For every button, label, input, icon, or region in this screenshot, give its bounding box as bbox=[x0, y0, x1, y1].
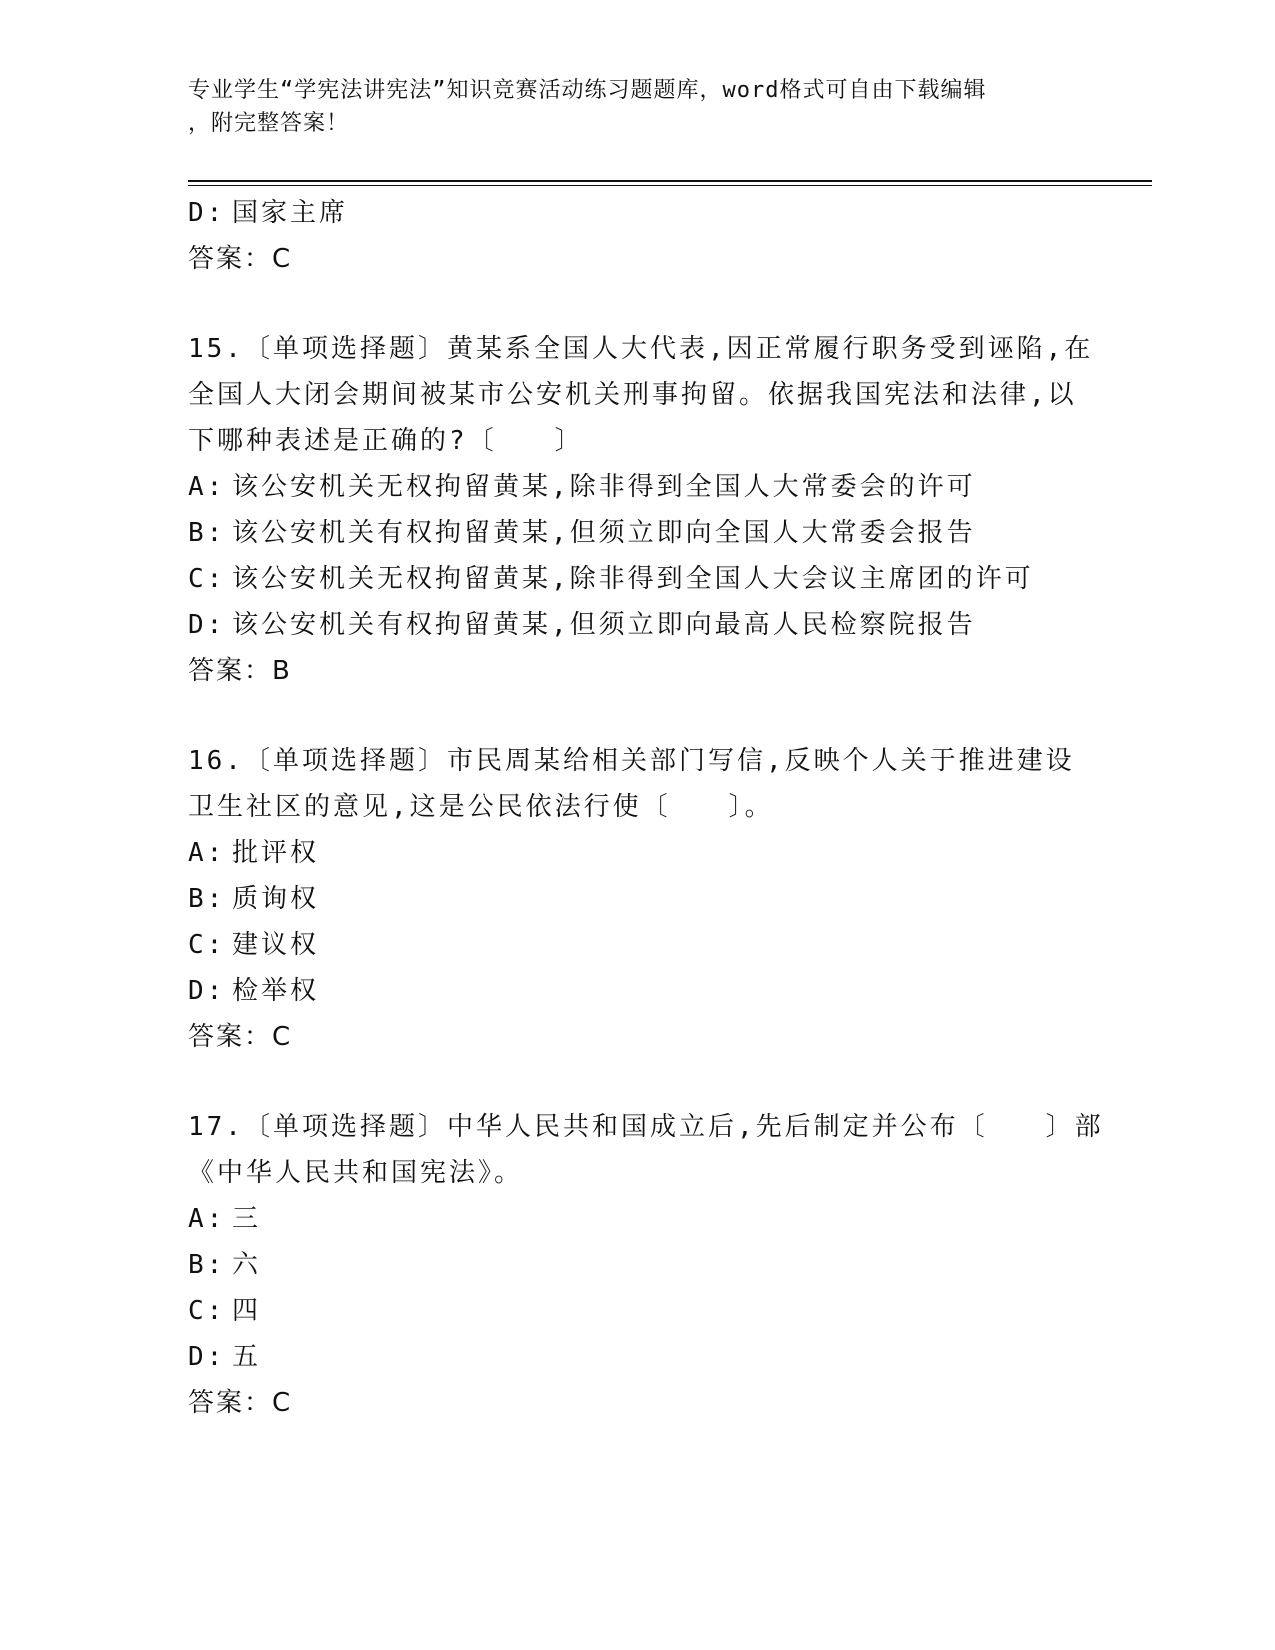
header-divider-thick bbox=[188, 180, 1152, 182]
option-c bbox=[188, 556, 1088, 602]
option-a bbox=[188, 830, 1088, 876]
question-content bbox=[188, 190, 1104, 1426]
option-d bbox=[188, 1334, 1088, 1380]
option-text: 该公安机关无权拘留黄某,除非得到全国人大会议主席团的许可 bbox=[232, 564, 1034, 594]
question-stem-line: 卫生社区的意见,这是公民依法行使〔 〕。 bbox=[188, 792, 774, 822]
option-label: D: bbox=[188, 610, 226, 640]
question-stem-line: 下哪种表述是正确的?〔 〕 bbox=[188, 426, 584, 456]
answer-line: 答案：C bbox=[188, 1022, 293, 1052]
page-header bbox=[188, 74, 1088, 140]
header-divider-thin bbox=[188, 185, 1152, 186]
option-c bbox=[188, 922, 1088, 968]
option-text: 该公安机关无权拘留黄某,除非得到全国人大常委会的许可 bbox=[232, 472, 976, 502]
question-stem-line: 17.〔单项选择题〕中华人民共和国成立后,先后制定并公布〔 〕部 bbox=[188, 1112, 1104, 1142]
answer-line: 答案：C bbox=[188, 244, 293, 274]
option-text: 五 bbox=[232, 1342, 262, 1372]
option-label: A: bbox=[188, 472, 226, 502]
answer-line: 答案：C bbox=[188, 1388, 293, 1418]
question-15 bbox=[188, 326, 1094, 694]
option-a bbox=[188, 464, 1088, 510]
option-label: C: bbox=[188, 1296, 226, 1326]
question-stem-line: 《中华人民共和国宪法》。 bbox=[188, 1158, 524, 1188]
option-label: D: bbox=[188, 198, 226, 228]
option-d bbox=[188, 190, 1088, 236]
option-text: 六 bbox=[232, 1250, 262, 1280]
option-label: B: bbox=[188, 884, 226, 914]
option-label: B: bbox=[188, 1250, 226, 1280]
option-a bbox=[188, 1196, 1088, 1242]
option-b bbox=[188, 510, 1088, 556]
option-label: C: bbox=[188, 930, 226, 960]
option-text: 四 bbox=[232, 1296, 262, 1326]
option-text: 该公安机关有权拘留黄某,但须立即向全国人大常委会报告 bbox=[232, 518, 976, 548]
option-text: 三 bbox=[232, 1204, 262, 1234]
question-stem-line: 15.〔单项选择题〕黄某系全国人大代表,因正常履行职务受到诬陷,在 bbox=[188, 334, 1094, 364]
option-label: A: bbox=[188, 838, 226, 868]
option-text: 国家主席 bbox=[232, 198, 349, 228]
option-label: D: bbox=[188, 1342, 226, 1372]
option-label: B: bbox=[188, 518, 226, 548]
option-label: A: bbox=[188, 1204, 226, 1234]
question-stem-line: 全国人大闭会期间被某市公安机关刑事拘留。依据我国宪法和法律,以 bbox=[188, 380, 1077, 410]
option-d bbox=[188, 602, 1088, 648]
previous-question-tail bbox=[188, 190, 1088, 282]
option-text: 该公安机关有权拘留黄某,但须立即向最高人民检察院报告 bbox=[232, 610, 976, 640]
answer-line: 答案：B bbox=[188, 656, 292, 686]
question-17 bbox=[188, 1104, 1104, 1426]
option-text: 批评权 bbox=[232, 838, 320, 868]
option-text: 检举权 bbox=[232, 976, 320, 1006]
option-b bbox=[188, 1242, 1088, 1288]
option-text: 建议权 bbox=[232, 930, 320, 960]
header-line-1: 专业学生“学宪法讲宪法”知识竞赛活动练习题题库，word格式可自由下载编辑 bbox=[188, 78, 987, 103]
option-c bbox=[188, 1288, 1088, 1334]
option-label: D: bbox=[188, 976, 226, 1006]
question-stem-line: 16.〔单项选择题〕市民周某给相关部门写信,反映个人关于推进建设 bbox=[188, 746, 1075, 776]
option-label: C: bbox=[188, 564, 226, 594]
option-text: 质询权 bbox=[232, 884, 320, 914]
header-line-2: ，附完整答案！ bbox=[188, 111, 350, 136]
question-16 bbox=[188, 738, 1088, 1060]
option-b bbox=[188, 876, 1088, 922]
option-d bbox=[188, 968, 1088, 1014]
